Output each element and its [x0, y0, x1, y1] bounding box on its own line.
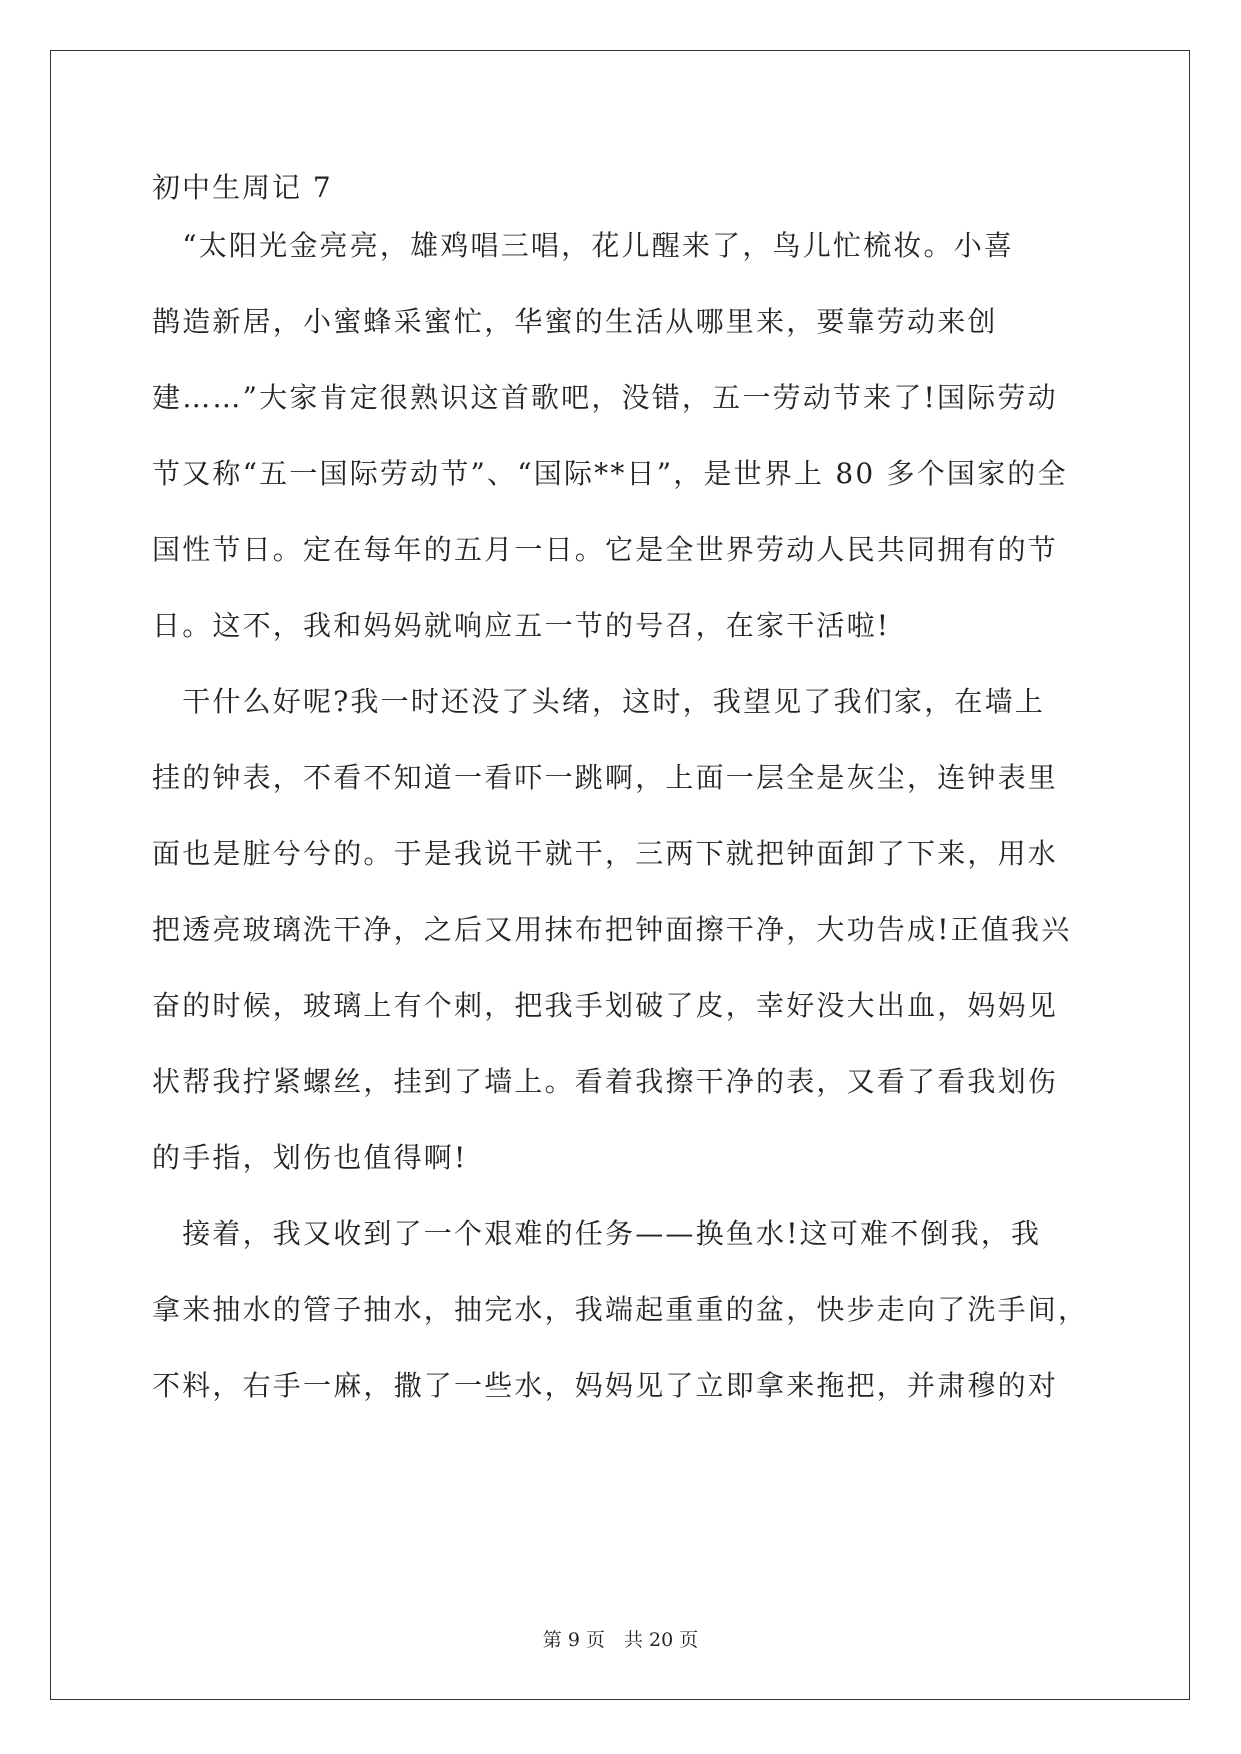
page-border [50, 50, 1190, 1700]
text-line-1: “太阳光金亮亮，雄鸡唱三唱，花儿醒来了，鸟儿忙梳妆。小喜 [152, 229, 1015, 262]
text-line-13: 的手指，划伤也值得啊! [152, 1141, 468, 1174]
text-line-11: 奋的时候，玻璃上有个刺，把我手划破了皮，幸好没大出血，妈妈见 [152, 989, 1059, 1022]
text-line-7: 干什么好呢?我一时还没了头绪，这时，我望见了我们家，在墙上 [152, 685, 1046, 718]
text-line-14: 接着，我又收到了一个艰难的任务——换鱼水!这可难不倒我，我 [152, 1217, 1042, 1250]
text-line-4: 节又称“五一国际劳动节”、“国际**日”，是世界上 80 多个国家的全 [152, 457, 1068, 490]
text-line-12: 状帮我拧紧螺丝，挂到了墙上。看着我擦干净的表，又看了看我划伤 [152, 1065, 1059, 1098]
text-line-16: 不料，右手一麻，撒了一些水，妈妈见了立即拿来拖把，并肃穆的对 [152, 1369, 1059, 1402]
document-title: 初中生周记 7 [152, 171, 333, 204]
text-line-5: 国性节日。定在每年的五月一日。它是全世界劳动人民共同拥有的节 [152, 533, 1059, 566]
text-line-10: 把透亮玻璃洗干净，之后又用抹布把钟面擦干净，大功告成!正值我兴 [152, 913, 1072, 946]
text-line-15: 拿来抽水的管子抽水，抽完水，我端起重重的盆，快步走向了洗手间， [152, 1293, 1089, 1326]
text-line-9: 面也是脏兮兮的。于是我说干就干，三两下就把钟面卸了下来，用水 [152, 837, 1059, 870]
text-line-3: 建……”大家肯定很熟识这首歌吧，没错，五一劳动节来了!国际劳动 [152, 381, 1058, 414]
text-line-2: 鹊造新居，小蜜蜂采蜜忙，华蜜的生活从哪里来，要靠劳动来创 [152, 305, 998, 338]
text-line-6: 日。这不，我和妈妈就响应五一节的号召，在家干活啦! [152, 609, 891, 642]
page-number-footer: 第 9 页 共 20 页 [542, 1629, 699, 1651]
text-line-8: 挂的钟表，不看不知道一看吓一跳啊，上面一层全是灰尘，连钟表里 [152, 761, 1059, 794]
